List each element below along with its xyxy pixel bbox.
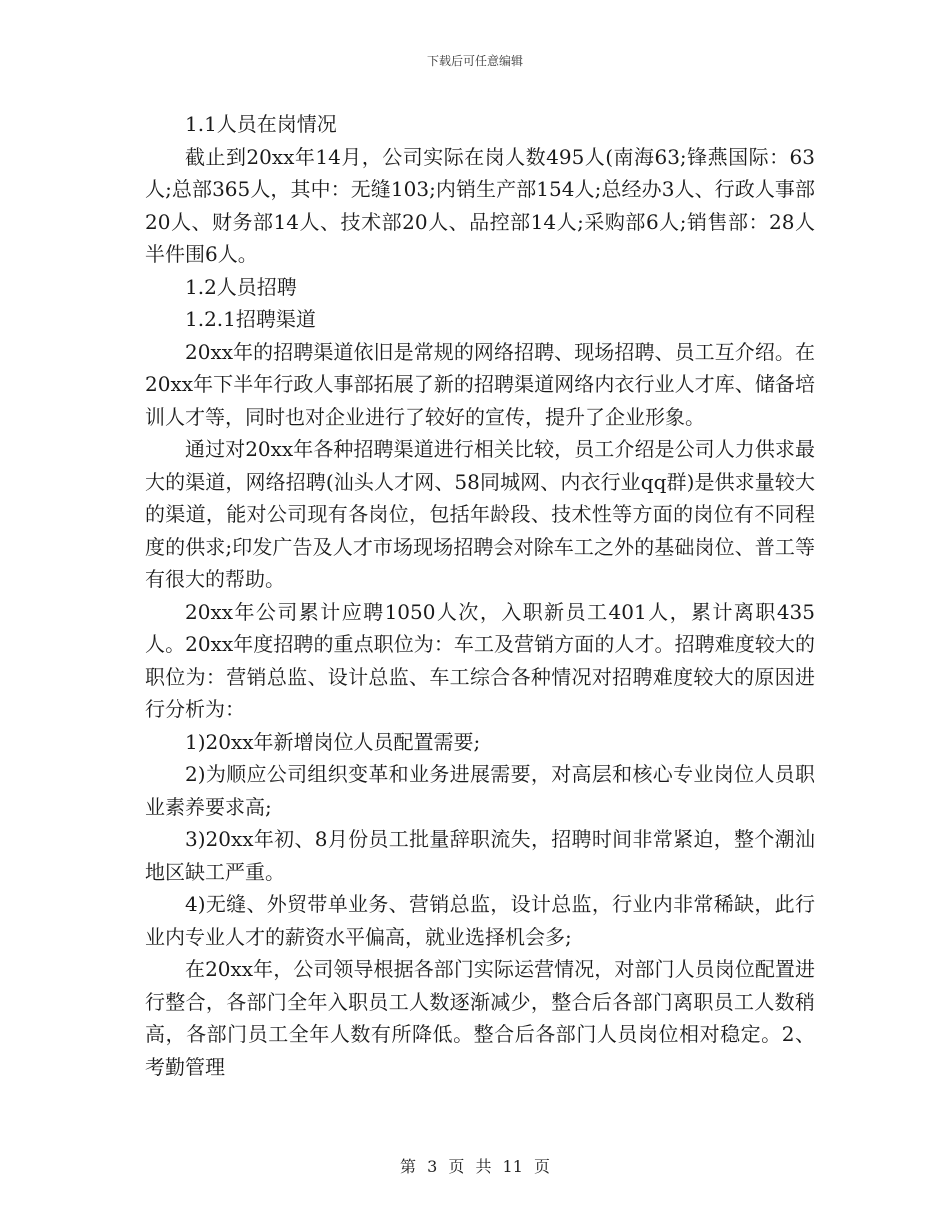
page-footer: 第 3 页 共 11 页 xyxy=(400,1157,550,1176)
paragraph-department-integration: 在20xx年，公司领导根据各部门实际运营情况，对部门人员岗位配置进行整合，各部门全年入职员工人数逐渐减少，整合后各部门离职员工人数稍高，各部门员工全年人数有所降低。整合后各部门人员岗位相对稳定。2、考勤管理 xyxy=(145,957,815,1079)
document-body xyxy=(145,108,815,1083)
paragraph-staff-count: 截止到20xx年14月，公司实际在岗人数495人(南海63;锋燕国际：63人;总部365人，其中：无缝103;内销生产部154人;总经办3人、行政人事部20人、财务部14人、技术部20人、品控部14人;采购部6人;销售部：28人半件围6人。 xyxy=(145,144,815,266)
section-heading-1-2: 1.2人员招聘 xyxy=(185,274,297,299)
page-header: 下载后可任意编辑 xyxy=(426,54,523,68)
section-heading-1-1: 1.1人员在岗情况 xyxy=(185,112,337,136)
list-item-1: 1)20xx年新增岗位人员配置需要; xyxy=(185,729,481,754)
paragraph-recruitment-channels: 20xx年的招聘渠道依旧是常规的网络招聘、现场招聘、员工互介绍。在20xx年下半年行政人事部拓展了新的招聘渠道网络内衣行业人才库、储备培训人才等，同时也对企业进行了较好的宣传，提升了企业形象。 xyxy=(145,339,815,429)
paragraph-channel-comparison: 通过对20xx年各种招聘渠道进行相关比较，员工介绍是公司人力供求最大的渠道，网络招聘(汕头人才网、58同城网、内衣行业qq群)是供求量较大的渠道，能对公司现有各岗位，包括年龄段、技术性等方面的岗位有不同程度的供求;印发广告及人才市场现场招聘会对除车工之外的基础岗位、普工等有很大的帮助。 xyxy=(145,437,815,591)
paragraph-recruitment-stats: 20xx年公司累计应聘1050人次，入职新员工401人，累计离职435人。20xx年度招聘的重点职位为：车工及营销方面的人才。招聘难度较大的职位为：营销总监、设计总监、车工综合各种情况对招聘难度较大的原因进行分析为： xyxy=(145,599,815,721)
list-item-4: 4)无缝、外贸带单业务、营销总监，设计总监，行业内非常稀缺，此行业内专业人才的薪资水平偏高，就业选择机会多; xyxy=(145,892,815,949)
list-item-2: 2)为顺应公司组织变革和业务进展需要，对高层和核心专业岗位人员职业素养要求高; xyxy=(145,762,815,819)
section-heading-1-2-1: 1.2.1招聘渠道 xyxy=(185,307,316,331)
list-item-3: 3)20xx年初、8月份员工批量辞职流失，招聘时间非常紧迫，整个潮汕地区缺工严重。 xyxy=(145,827,815,884)
